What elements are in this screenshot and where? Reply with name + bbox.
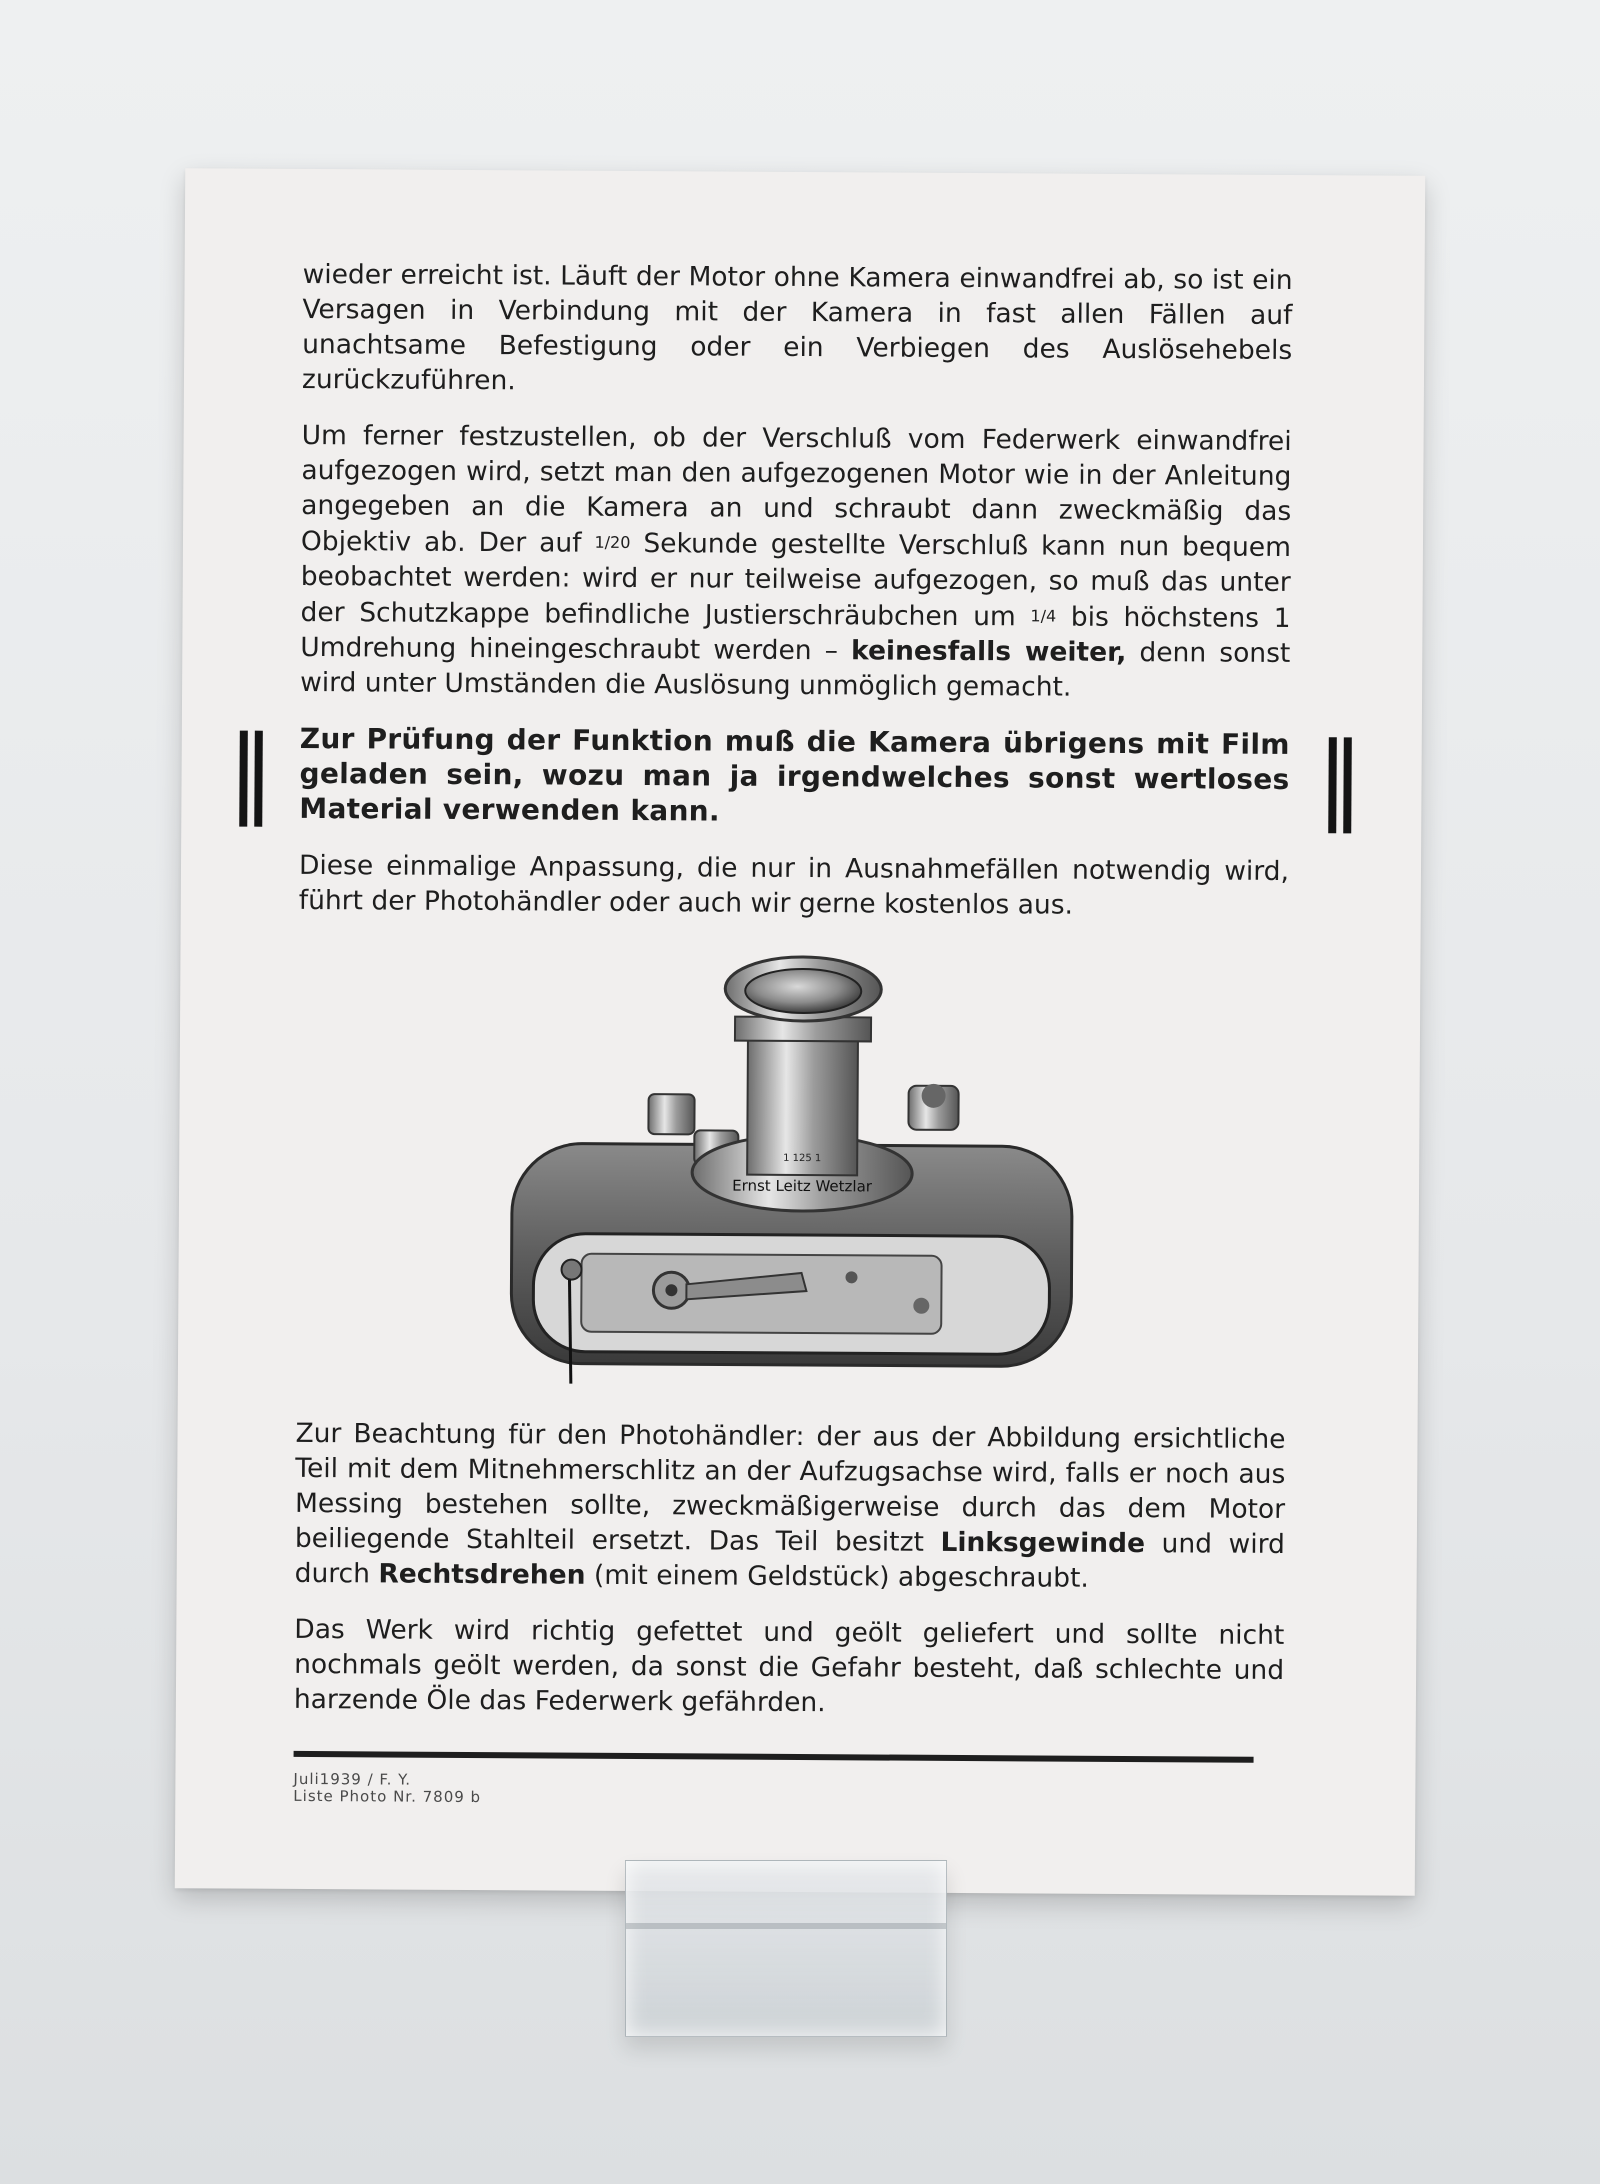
- fraction-one-quarter: 1/4: [1030, 606, 1057, 626]
- paragraph-shutter-check: Um ferner festzustellen, ob der Verschluß vom Federwerk einwandfrei aufgezogen wird, setzt man den aufgezogenen Motor wie in der Anleitung angegeben an die Kamera an und schraubt dann zweckmäßig das Objektiv ab. Der auf 1/20 Sekunde gestellte Verschluß kann nun bequem beobachtet werden: wird er nur teilweise aufgezogen, so muß das unter der Schutzkappe befindliche Justierschräubchen um 1/4 bis höchstens 1 Umdrehung hineingeschraubt werden – keinesfalls weiter, denn sonst wird unter Umständen die Auslösung unmöglich gemacht.: [300, 419, 1292, 703]
- paragraph-adjustment: Diese einmalige Anpassung, die nur in Ausnahmefällen notwendig wird, führt der Photohändler oder auch wir gerne kostenlos aus.: [298, 849, 1290, 921]
- camera-engraving-text: Ernst Leitz Wetzlar: [732, 1176, 873, 1196]
- paragraph-motor-check: wieder erreicht ist. Läuft der Motor ohne Kamera einwandfrei ab, so ist ein Versagen in Verbindung mit der Kamera in fast allen Fällen auf unachtsame Befestigung oder ein Verbiegen des Auslösehebels zurückzuführen.: [301, 258, 1293, 397]
- acrylic-stand: [625, 1860, 947, 2037]
- notice-text: Zur Prüfung der Funktion muß die Kamera übrigens mit Film geladen sein, wozu man ja irgendwelches sonst wertloses Material verwenden kann.: [299, 721, 1290, 828]
- camera-drawing: [471, 953, 1114, 1397]
- footer-meta: [293, 1771, 1283, 1811]
- paragraph-lubrication: Das Werk wird richtig gefettet und geölt geliefert und sollte nicht nochmals geölt werden, da sonst die Gefahr besteht, daß schlechte und harzende Öle das Federwerk gefährden.: [293, 1613, 1285, 1719]
- footer-date: Juli1939 / F. Y.: [293, 1769, 412, 1789]
- emphasis-keinesfalls: keinesfalls weiter,: [851, 635, 1127, 668]
- pointer-line: [569, 1280, 572, 1384]
- paragraph-dealer-note: Zur Beachtung für den Photohändler: der aus der Abbildung ersichtliche Teil mit dem Mitnehmerschlitz an der Aufzugsachse wird, falls er noch aus Messing bestehen sollte, zweckmäßigerweise durch das dem Motor beiliegende Stahlteil ersetzt. Das Teil besitzt Linksgewinde und wird durch Rechtsdrehen (mit einem Geldstück) abgeschraubt.: [294, 1417, 1286, 1594]
- lens-scale-text: 1 125 1: [783, 1152, 822, 1165]
- document-page: [175, 168, 1425, 1896]
- rewind-knob: [648, 1094, 694, 1134]
- notice-bar-left: [239, 731, 263, 827]
- fraction-one-twentieth: 1/20: [594, 532, 631, 552]
- emphasis-linksgewinde: Linksgewinde: [940, 1526, 1146, 1560]
- emphasis-rechtsdrehen: Rechtsdrehen: [378, 1558, 586, 1591]
- camera-illustration: [471, 953, 1114, 1397]
- notice-box: [299, 721, 1290, 832]
- document-content: [293, 257, 1292, 1811]
- footer-rule: [294, 1751, 1254, 1763]
- notice-bar-right: [1328, 737, 1352, 833]
- footer-list-number: Liste Photo Nr. 7809 b: [293, 1786, 482, 1807]
